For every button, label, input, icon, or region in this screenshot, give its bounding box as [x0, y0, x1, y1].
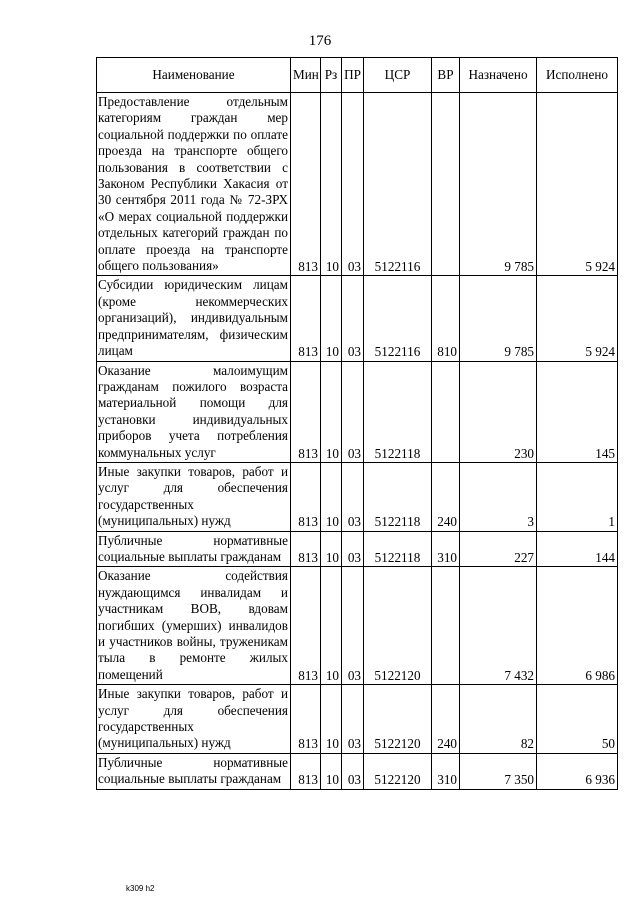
row-min: 813: [291, 361, 321, 462]
row-min: 813: [291, 276, 321, 361]
row-rz: 10: [321, 685, 342, 754]
table-row: [97, 276, 618, 361]
row-executed: 1: [537, 462, 618, 531]
row-vr: 310: [432, 753, 460, 789]
footer-code: k309 h2: [126, 884, 155, 893]
row-assigned: 3: [460, 462, 537, 531]
row-rz: 10: [321, 93, 342, 276]
table-row: [97, 753, 618, 789]
row-name: Оказание малоимущим гражданам пожилого возраста материальной помощи для установки индивидуальных приборов учета потребления коммунальных услуг: [97, 361, 291, 462]
row-rz: 10: [321, 361, 342, 462]
header-row: [97, 58, 618, 93]
header-pr: ПР: [342, 58, 364, 93]
row-pr: 03: [342, 685, 364, 754]
table-row: [97, 361, 618, 462]
row-name: Субсидии юридическим лицам (кроме некоммерческих организаций), индивидуальным предпринимателям, физическим лицам: [97, 276, 291, 361]
row-min: 813: [291, 685, 321, 754]
header-name: Наименование: [97, 58, 291, 93]
row-executed: 6 936: [537, 753, 618, 789]
row-vr: [432, 93, 460, 276]
row-pr: 03: [342, 93, 364, 276]
row-min: 813: [291, 567, 321, 685]
row-pr: 03: [342, 753, 364, 789]
row-min: 813: [291, 753, 321, 789]
row-assigned: 7 350: [460, 753, 537, 789]
row-vr: [432, 361, 460, 462]
row-pr: 03: [342, 531, 364, 567]
header-csr: ЦСР: [364, 58, 432, 93]
row-assigned: 9 785: [460, 276, 537, 361]
row-pr: 03: [342, 462, 364, 531]
row-vr: [432, 567, 460, 685]
row-csr: 5122120: [364, 753, 432, 789]
row-assigned: 227: [460, 531, 537, 567]
row-name: Иные закупки товаров, работ и услуг для обеспечения государственных (муниципальных) нужд: [97, 685, 291, 754]
row-rz: 10: [321, 753, 342, 789]
row-rz: 10: [321, 567, 342, 685]
row-pr: 03: [342, 567, 364, 685]
row-pr: 03: [342, 361, 364, 462]
header-executed: Исполнено: [537, 58, 618, 93]
row-min: 813: [291, 462, 321, 531]
row-name: Предоставление отдельным категориям граждан мер социальной поддержки по оплате проезда на транспорте общего пользования в соответствии с Законом Республики Хакасия от 30 сентября 2011 года № 72-ЗРХ «О мерах социальной поддержки отдельных категорий граждан по оплате проезда на транспорте общего пользования»: [97, 93, 291, 276]
row-csr: 5122120: [364, 567, 432, 685]
row-pr: 03: [342, 276, 364, 361]
table-row: [97, 462, 618, 531]
row-vr: 810: [432, 276, 460, 361]
row-rz: 10: [321, 276, 342, 361]
row-executed: 5 924: [537, 93, 618, 276]
table-row: [97, 685, 618, 754]
row-assigned: 230: [460, 361, 537, 462]
row-vr: 240: [432, 462, 460, 531]
header-rz: Рз: [321, 58, 342, 93]
row-executed: 50: [537, 685, 618, 754]
row-name: Оказание содействия нуждающимся инвалидам и участникам ВОВ, вдовам погибших (умерших) инвалидов и участников войны, труженикам тыла в ремонте жилых помещений: [97, 567, 291, 685]
row-rz: 10: [321, 531, 342, 567]
page-number: 176: [308, 33, 332, 49]
table-row: [97, 93, 618, 276]
row-name: Публичные нормативные социальные выплаты гражданам: [97, 531, 291, 567]
row-csr: 5122116: [364, 93, 432, 276]
row-name: Иные закупки товаров, работ и услуг для обеспечения государственных (муниципальных) нужд: [97, 462, 291, 531]
budget-table: [96, 57, 618, 790]
row-csr: 5122118: [364, 531, 432, 567]
row-executed: 6 986: [537, 567, 618, 685]
table-row: [97, 567, 618, 685]
row-vr: 240: [432, 685, 460, 754]
row-assigned: 9 785: [460, 93, 537, 276]
header-min: Мин: [291, 58, 321, 93]
row-csr: 5122118: [364, 462, 432, 531]
row-rz: 10: [321, 462, 342, 531]
row-executed: 144: [537, 531, 618, 567]
row-min: 813: [291, 93, 321, 276]
row-assigned: 7 432: [460, 567, 537, 685]
row-csr: 5122120: [364, 685, 432, 754]
table-row: [97, 531, 618, 567]
row-csr: 5122118: [364, 361, 432, 462]
row-name: Публичные нормативные социальные выплаты гражданам: [97, 753, 291, 789]
row-executed: 145: [537, 361, 618, 462]
row-min: 813: [291, 531, 321, 567]
row-assigned: 82: [460, 685, 537, 754]
header-vr: ВР: [432, 58, 460, 93]
header-assigned: Назначено: [460, 58, 537, 93]
row-vr: 310: [432, 531, 460, 567]
row-csr: 5122116: [364, 276, 432, 361]
row-executed: 5 924: [537, 276, 618, 361]
